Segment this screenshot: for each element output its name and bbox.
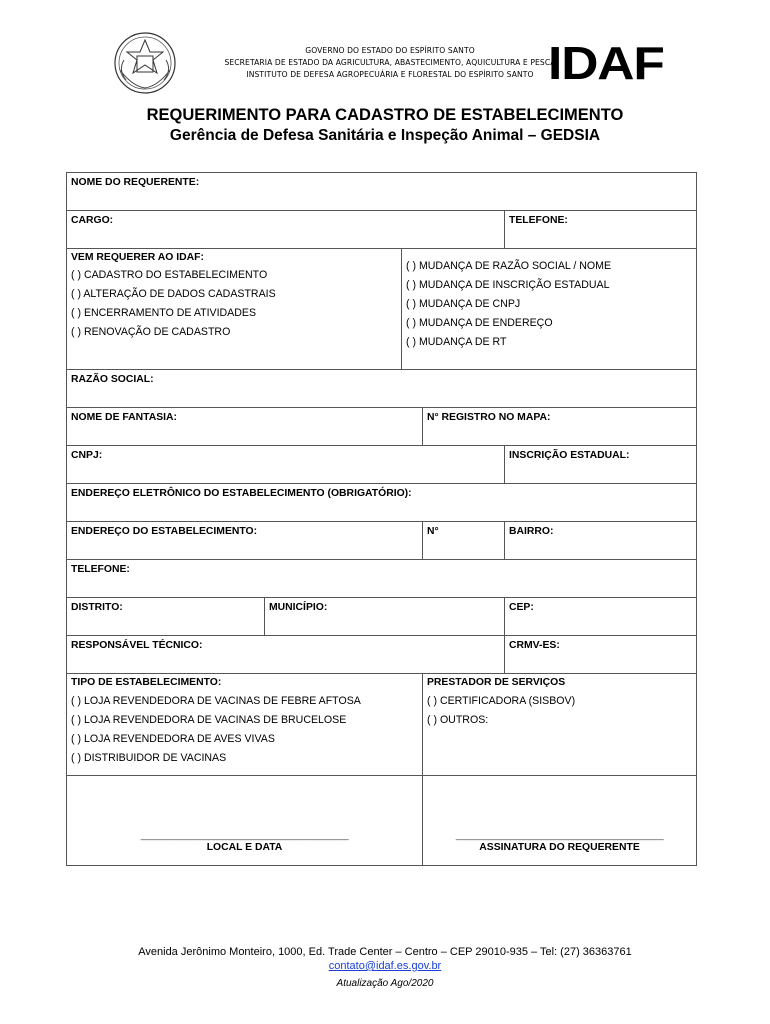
field-cep[interactable] [505,598,697,636]
nome-requerente-label: NOME DO REQUERENTE: [71,177,200,188]
cnpj-label: CNPJ: [71,450,103,461]
option-renovacao[interactable]: ( ) RENOVAÇÃO DE CADASTRO [71,326,231,338]
prestador-cell [423,674,697,776]
assinatura-signature-line: ______________________________________________ [455,830,664,840]
option-mudanca-inscricao[interactable]: ( ) MUDANÇA DE INSCRIÇÃO ESTADUAL [406,279,610,291]
tipo-estabelecimento-cell [67,674,423,776]
field-endereco-eletronico[interactable] [67,484,697,522]
form-title: REQUERIMENTO PARA CADASTRO DE ESTABELECIMENTO [146,106,624,124]
field-razao-social[interactable] [67,370,697,408]
field-municipio[interactable] [265,598,505,636]
field-cnpj[interactable] [67,446,505,484]
form-subtitle: Gerência de Defesa Sanitária e Inspeção Animal – GEDSIA [169,127,601,144]
tipo-estabelecimento-label: TIPO DE ESTABELECIMENTO: [71,677,222,688]
field-registro-mapa[interactable] [423,408,697,446]
local-data-cell[interactable] [67,776,423,866]
nome-fantasia-label: NOME DE FANTASIA: [71,412,178,423]
field-telefone[interactable] [505,211,697,249]
endereco-eletronico-label: ENDEREÇO ELETRÔNICO DO ESTABELECIMENTO (OBRIGATÓRIO): [71,488,412,499]
option-alteracao[interactable]: ( ) ALTERAÇÃO DE DADOS CADASTRAIS [71,288,276,300]
option-mudanca-endereco[interactable]: ( ) MUDANÇA DE ENDEREÇO [406,317,553,329]
option-aves-vivas[interactable]: ( ) LOJA REVENDEDORA DE AVES VIVAS [71,733,275,745]
footer-update: Atualização Ago/2020 [336,978,434,989]
field-inscricao-estadual[interactable] [505,446,697,484]
crmv-label: CRMV-ES: [509,640,560,651]
cep-label: CEP: [509,602,534,613]
option-febre-aftosa[interactable]: ( ) LOJA REVENDEDORA DE VACINAS DE FEBRE AFTOSA [71,695,361,707]
registration-form [66,172,697,866]
inscricao-estadual-label: INSCRIÇÃO ESTADUAL: [509,450,630,461]
requests-left-cell [67,249,402,370]
header-line-2: SECRETARIA DE ESTADO DA AGRICULTURA, ABASTECIMENTO, AQUICULTURA E PESCA [224,58,556,67]
assinatura-cell[interactable] [423,776,697,866]
idaf-logo: IDAF [548,37,664,89]
prestador-label: PRESTADOR DE SERVIÇOS [427,677,566,688]
telefone2-label: TELEFONE: [71,564,130,575]
assinatura-label: ASSINATURA DO REQUERENTE [479,842,640,853]
option-encerramento[interactable]: ( ) ENCERRAMENTO DE ATIVIDADES [71,307,257,319]
responsavel-tecnico-label: RESPONSÁVEL TÉCNICO: [71,640,203,651]
option-brucelose[interactable]: ( ) LOJA REVENDEDORA DE VACINAS DE BRUCELOSE [71,714,347,726]
endereco-label: ENDEREÇO DO ESTABELECIMENTO: [71,526,258,537]
field-telefone-estabelecimento[interactable] [67,560,697,598]
registro-mapa-label: N° REGISTRO NO MAPA: [427,412,551,423]
field-responsavel-tecnico[interactable] [67,636,505,674]
footer-address: Avenida Jerônimo Monteiro, 1000, Ed. Trade Center – Centro – CEP 29010-935 – Tel: (27) 36363761 [138,946,632,958]
footer-email-link[interactable]: contato@idaf.es.gov.br [328,960,442,972]
field-nome-fantasia[interactable] [67,408,423,446]
distrito-label: DISTRITO: [71,602,123,613]
razao-social-label: RAZÃO SOCIAL: [71,374,154,385]
bairro-label: BAIRRO: [509,526,554,537]
telefone-label: TELEFONE: [509,215,568,226]
state-coat-of-arms-icon [112,30,178,96]
header-line-1: GOVERNO DO ESTADO DO ESPÍRITO SANTO [305,46,475,55]
option-mudanca-rt[interactable]: ( ) MUDANÇA DE RT [406,336,507,348]
numero-label: N° [427,526,439,537]
cargo-label: CARGO: [71,215,114,226]
field-cargo[interactable] [67,211,505,249]
local-data-label: LOCAL E DATA [206,842,283,853]
option-mudanca-cnpj[interactable]: ( ) MUDANÇA DE CNPJ [406,298,521,310]
field-crmv[interactable] [505,636,697,674]
field-numero[interactable] [423,522,505,560]
field-nome-requerente[interactable] [67,173,697,211]
option-certificadora[interactable]: ( ) CERTIFICADORA (SISBOV) [427,695,576,707]
municipio-label: MUNICÍPIO: [269,602,328,613]
vem-requerer-label: VEM REQUERER AO IDAF: [71,252,204,263]
header-line-3: INSTITUTO DE DEFESA AGROPECUÁRIA E FLORESTAL DO ESPÍRITO SANTO [246,70,534,79]
option-cadastro[interactable]: ( ) CADASTRO DO ESTABELECIMENTO [71,269,268,281]
field-endereco[interactable] [67,522,423,560]
option-mudanca-razao[interactable]: ( ) MUDANÇA DE RAZÃO SOCIAL / NOME [406,260,612,272]
field-distrito[interactable] [67,598,265,636]
field-bairro[interactable] [505,522,697,560]
option-outros[interactable]: ( ) OUTROS: [427,714,489,726]
local-data-signature-line: ______________________________________________ [140,830,349,840]
requests-right-cell [402,249,697,370]
option-distribuidor[interactable]: ( ) DISTRIBUIDOR DE VACINAS [71,752,227,764]
